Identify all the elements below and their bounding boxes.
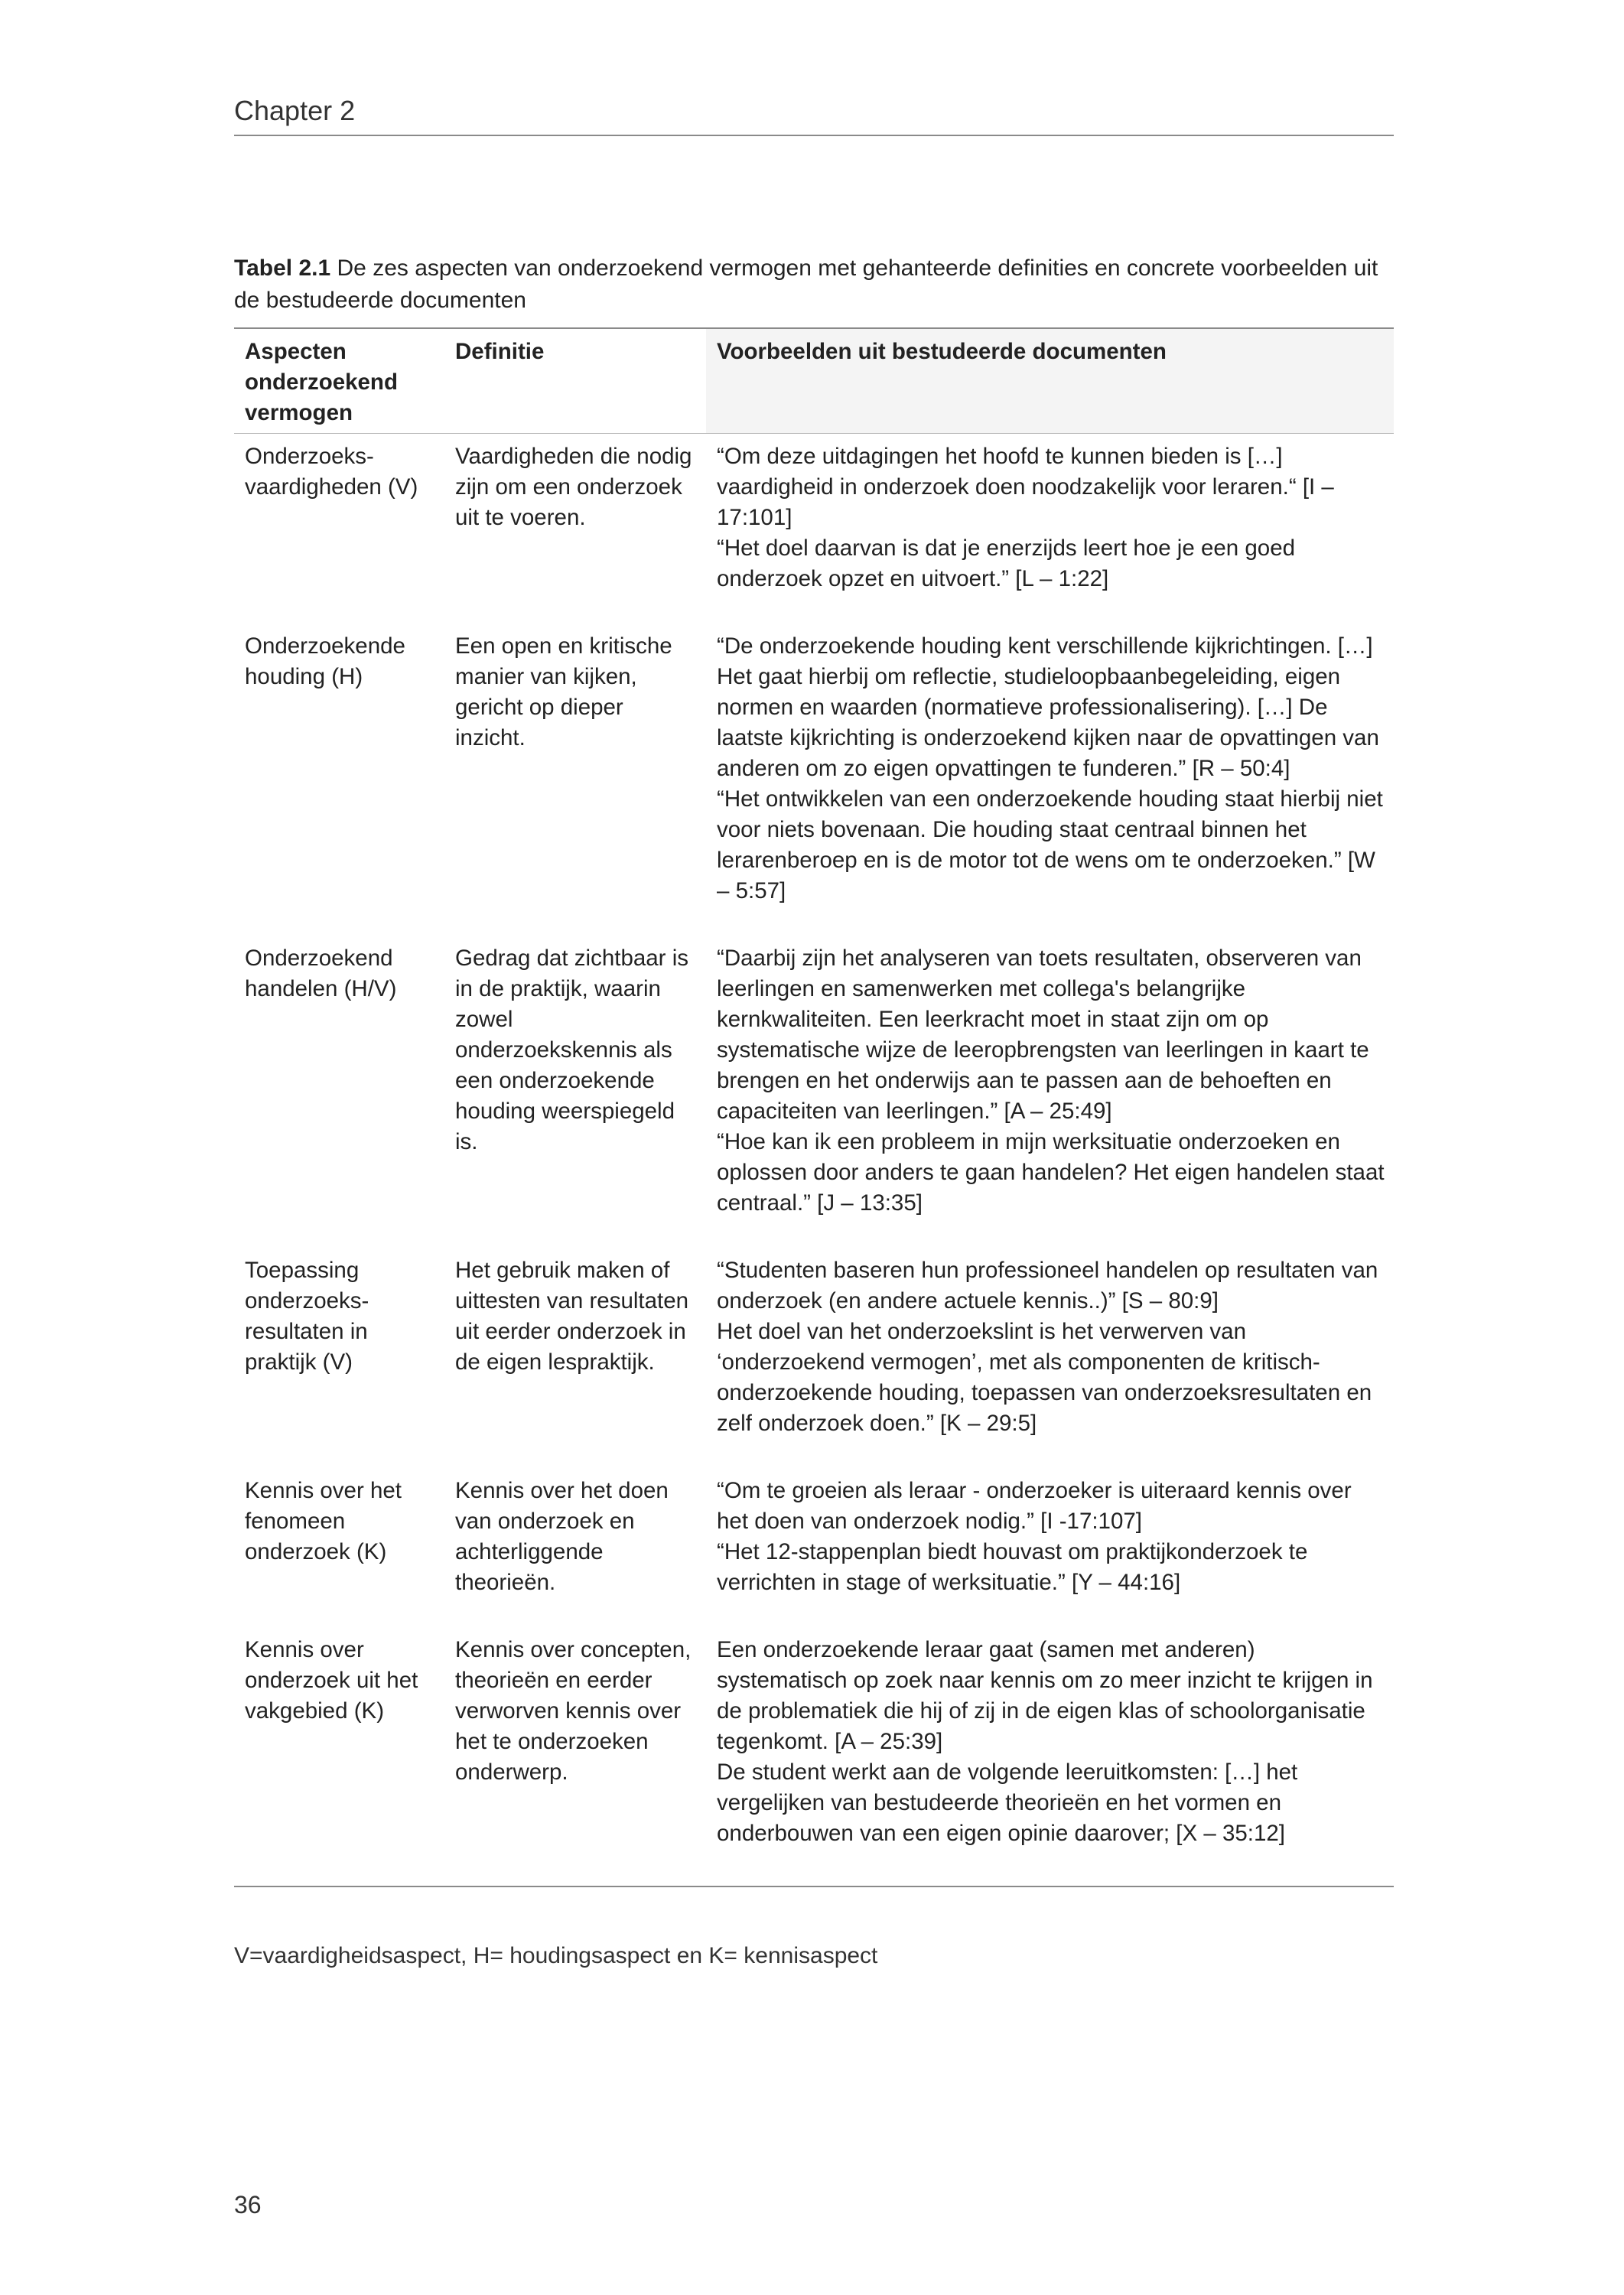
voorbeelden-cell — [706, 1635, 1394, 1886]
voorbeeld-quote: “Het 12-stappenplan biedt houvast om praktijkonderzoek te verrichten in stage of werksituatie.” [Y – 44:16] — [717, 1539, 1308, 1595]
aspect-cell: Onderzoekende houding (H) — [245, 633, 405, 689]
aspects-table — [234, 329, 1394, 1886]
voorbeeld-quote: Het gaat hierbij om reflectie, studieloopbaanbegeleiding, eigen normen en waarden (normatieve professionalisering). […] De laatste kijkrichting is onderzoekend kijken naar de opvattingen van anderen om zo eigen opvattingen te funderen.” [R – 50:4] — [717, 664, 1379, 781]
aspect-cell: Onderzoeks-vaardigheden (V) — [245, 444, 418, 500]
header-aspect: Aspecten onderzoekend vermogen — [245, 339, 398, 425]
table-bottom-rule — [234, 1886, 1394, 1887]
header-rule — [234, 135, 1394, 136]
voorbeeld-quote: “Studenten baseren hun professioneel handelen op resultaten van onderzoek (en andere actuele kennis..)” [S – 80:9] — [717, 1258, 1378, 1314]
definitie-cell: Vaardigheden die nodig zijn om een onderzoek uit te voeren. — [455, 444, 692, 530]
aspect-cell: Kennis over onderzoek uit het vakgebied (K) — [245, 1637, 418, 1724]
table-row — [234, 1635, 1394, 1886]
voorbeeld-quote: “Het ontwikkelen van een onderzoekende houding staat hierbij niet voor niets bovenaan. Die houding staat centraal binnen het lerarenberoep en is de motor tot de wens om te onderzoeken.” [W – 5:57] — [717, 786, 1383, 903]
voorbeeld-quote: “Hoe kan ik een probleem in mijn werksituatie onderzoeken en oplossen door anders te gaan handelen? Het eigen handelen staat centraal.” [J – 13:35] — [717, 1129, 1385, 1216]
definitie-cell: Kennis over het doen van onderzoek en achterliggende theorieën. — [455, 1478, 669, 1595]
table-row — [234, 1255, 1394, 1476]
voorbeeld-quote: “Om te groeien als leraar - onderzoeker is uiteraard kennis over het doen van onderzoek nodig.” [I -17:107] — [717, 1478, 1352, 1534]
voorbeeld-quote: De student werkt aan de volgende leeruitkomsten: […] het vergelijken van bestudeerde theorieën en het vormen en onderbouwen van een eigen opinie daarover; [X – 35:12] — [717, 1760, 1298, 1846]
voorbeelden-cell — [706, 943, 1394, 1255]
voorbeeld-quote: Het doel van het onderzoekslint is het verwerven van ‘onderzoekend vermogen’, met als componenten de kritisch-onderzoekende houding, toepassen van onderzoeksresultaten en zelf onderzoek doen.” [K – 29:5] — [717, 1319, 1372, 1436]
definitie-cell: Kennis over concepten, theorieën en eerder verworven kennis over het te onderzoeken onderwerp. — [455, 1637, 692, 1785]
definitie-cell: Gedrag dat zichtbaar is in de praktijk, waarin zowel onderzoekskennis als een onderzoekende houding weerspiegeld is. — [455, 946, 688, 1154]
voorbeelden-cell — [706, 1476, 1394, 1635]
header-voorbeelden: Voorbeelden uit bestudeerde documenten — [706, 329, 1394, 433]
table-row — [234, 1476, 1394, 1635]
voorbeeld-quote: “Daarbij zijn het analyseren van toets resultaten, observeren van leerlingen en samenwerken met collega's belangrijke kernkwaliteiten. Een leerkracht moet in staat zijn om op systematische wijze de leeropbrengsten van leerlingen in kaart te brengen en het onderwijs aan te passen aan de behoeften en capaciteiten van leerlingen.” [A – 25:49] — [717, 946, 1369, 1124]
table-footnote: V=vaardigheidsaspect, H= houdingsaspect en K= kennisaspect — [234, 1943, 878, 1968]
running-head: Chapter 2 — [234, 95, 356, 126]
table-header-row — [234, 329, 1394, 433]
aspect-cell: Kennis over het fenomeen onderzoek (K) — [245, 1478, 402, 1564]
table-row — [234, 434, 1394, 631]
table-caption — [234, 252, 1394, 317]
voorbeelden-cell — [706, 1255, 1394, 1476]
voorbeeld-quote: Een onderzoekende leraar gaat (samen met anderen) systematisch op zoek naar kennis om zo meer inzicht te krijgen in de problematiek die hij of zij in de eigen klas of schoolorganisatie tegenkomt. [A – 25:39] — [717, 1637, 1373, 1754]
page-number: 36 — [234, 2191, 262, 2218]
header-definitie: Definitie — [455, 339, 545, 364]
voorbeelden-cell — [706, 434, 1394, 631]
definitie-cell: Het gebruik maken of uittesten van resultaten uit eerder onderzoek in de eigen lespraktijk. — [455, 1258, 689, 1375]
table-caption-label: Tabel 2.1 — [234, 256, 331, 281]
voorbeeld-quote: “Om deze uitdagingen het hoofd te kunnen bieden is […] vaardigheid in onderzoek doen noodzakelijk voor leraren.“ [I – 17:101] — [717, 444, 1334, 530]
table-container — [234, 327, 1394, 1887]
voorbeeld-quote: “De onderzoekende houding kent verschillende kijkrichtingen. […] — [717, 633, 1373, 659]
table-caption-text: De zes aspecten van onderzoekend vermogen met gehanteerde definities en concrete voorbeelden uit de bestudeerde documenten — [234, 256, 1378, 313]
aspect-cell: Toepassing onderzoeks-resultaten in praktijk (V) — [245, 1258, 369, 1375]
aspect-cell: Onderzoekend handelen (H/V) — [245, 946, 397, 1001]
definitie-cell: Een open en kritische manier van kijken, gericht op dieper inzicht. — [455, 633, 672, 750]
voorbeelden-cell — [706, 631, 1394, 943]
table-row — [234, 631, 1394, 943]
voorbeeld-quote: “Het doel daarvan is dat je enerzijds leert hoe je een goed onderzoek opzet en uitvoert.” [L – 1:22] — [717, 536, 1296, 591]
table-row — [234, 943, 1394, 1255]
